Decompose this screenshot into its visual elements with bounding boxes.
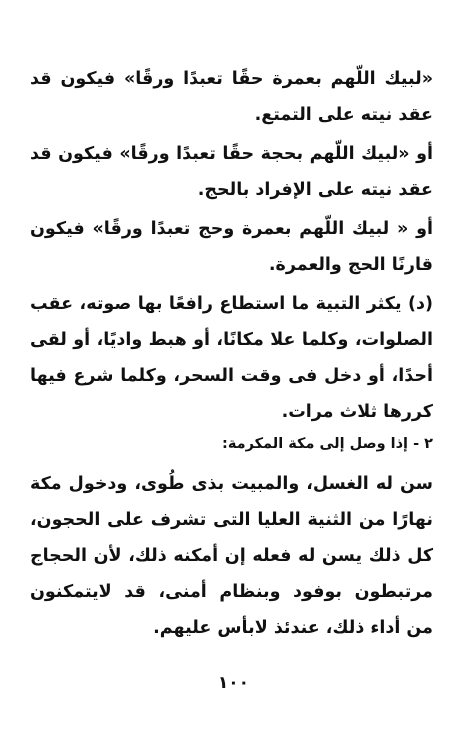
page-number: ١٠٠ [217, 673, 250, 693]
paragraph-talbiya: (د) يكثر التبية ما استطاع رافعًا بها صوته، عقب الصلوات، وكلما علا مكانًا، أو هبط واديًا، أو لقى أحدًا، أو دخل فى وقت السحر، وكلما شرع فيها كررها ثلاث مرات. [30, 294, 433, 422]
paragraph-tamattu: «لبيك اللّهم بعمرة حقًا تعبدًا ورقًا» فيكون قد عقد نيته على التمتع. [30, 69, 433, 125]
paragraph-qiran: أو « لبيك اللّهم بعمرة وحج تعبدًا ورقًا» فيكون قارنًا الحج والعمرة. [30, 219, 433, 275]
paragraph-ifrad: أو «لبيك اللّهم بحجة حقًا تعبدًا ورقًا» فيكون قد عقد نيته على الإفراد بالحج. [30, 144, 433, 200]
paragraph-arrival-makkah: سن له الغسل، والمبيت بذى طُوى، ودخول مكة نهارًا من الثنية العليا التى تشرف على الحجون، كل ذلك يسن له فعله إن أمكنه ذلك، لأن الحجاج مرتبطون بوفود وبنظام أمنى، قد لايتمكنون من أداء ذلك، عندئذ لابأس عليهم. [30, 474, 433, 638]
section-heading: ٢ - إذا وصل إلى مكة المكرمة: [222, 436, 433, 452]
